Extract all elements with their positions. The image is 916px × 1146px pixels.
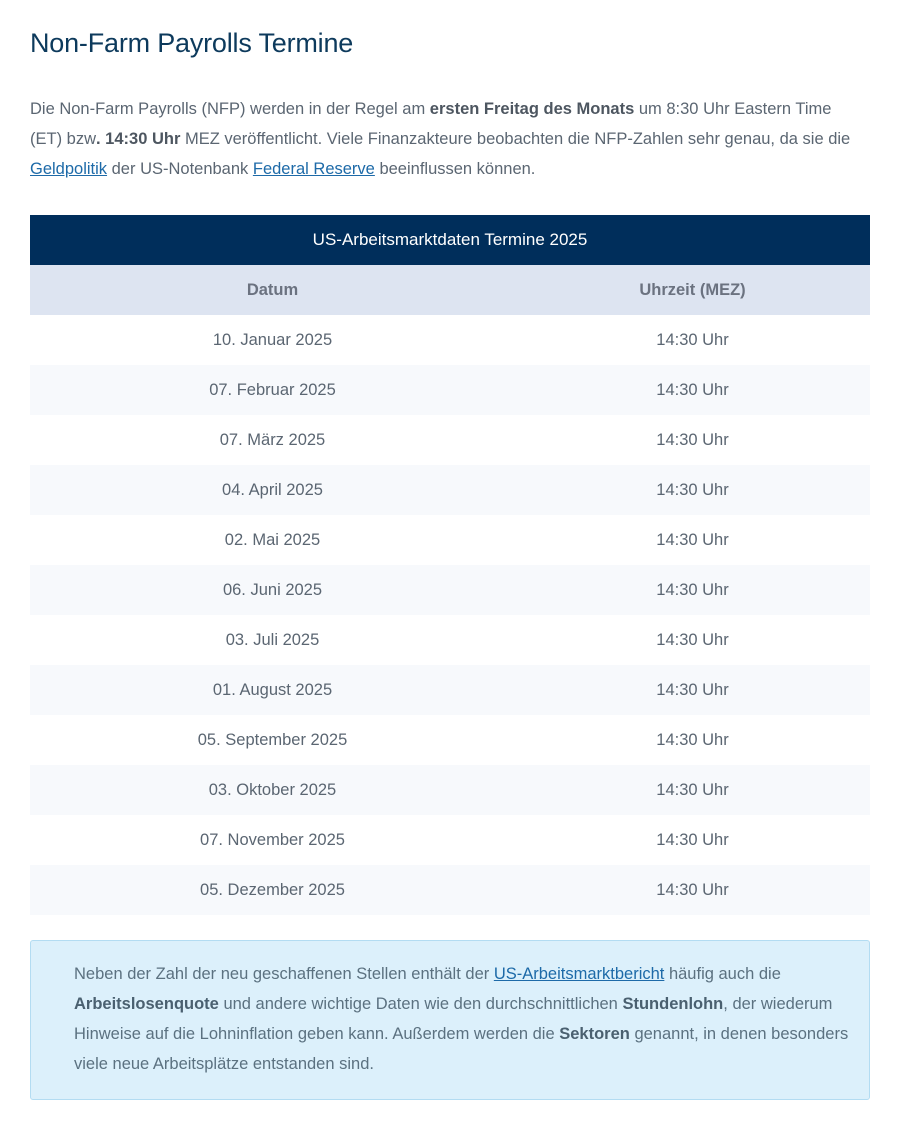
table-row xyxy=(30,315,870,365)
us-arbeitsmarktbericht-link[interactable]: US-Arbeitsmarktbericht xyxy=(493,965,665,983)
date-cell: 07. November 2025 xyxy=(30,815,515,865)
info-bold-arbeitslosenquote: Arbeitslosenquote xyxy=(74,995,219,1013)
intro-text-2: um 8:30 Uhr Eastern Time (ET) bzw xyxy=(30,100,832,148)
date-cell: 03. Oktober 2025 xyxy=(30,765,515,815)
time-cell: 14:30 Uhr xyxy=(515,515,870,565)
table-row xyxy=(30,515,870,565)
intro-text-5: beeinflussen können. xyxy=(374,160,536,178)
info-bold-stundenlohn: Stundenlohn xyxy=(622,995,724,1013)
info-box xyxy=(30,940,870,1100)
federal-reserve-link[interactable]: Federal Reserve xyxy=(252,160,375,178)
time-cell: 14:30 Uhr xyxy=(515,365,870,415)
table-caption: US-Arbeitsmarktdaten Termine 2025 xyxy=(30,215,870,265)
table-row xyxy=(30,865,870,915)
table-row xyxy=(30,765,870,815)
time-cell: 14:30 Uhr xyxy=(515,865,870,915)
intro-paragraph xyxy=(30,94,860,184)
date-cell: 01. August 2025 xyxy=(30,665,515,715)
column-header-time: Uhrzeit (MEZ) xyxy=(515,265,870,315)
table-row xyxy=(30,715,870,765)
table-row xyxy=(30,465,870,515)
date-cell: 04. April 2025 xyxy=(30,465,515,515)
table-row xyxy=(30,565,870,615)
table-header-row xyxy=(30,265,870,315)
date-cell: 06. Juni 2025 xyxy=(30,565,515,615)
info-text-5: genannt, in denen besonders viele neue Arbeitsplätze entstanden sind. xyxy=(74,1025,849,1073)
page-title: Non-Farm Payrolls Termine xyxy=(30,28,354,58)
intro-text-4: der US-Notenbank xyxy=(107,160,253,178)
intro-bold-time: . 14:30 Uhr xyxy=(96,130,181,148)
table-row xyxy=(30,665,870,715)
time-cell: 14:30 Uhr xyxy=(515,715,870,765)
table-caption-row xyxy=(30,215,870,265)
table-row xyxy=(30,615,870,665)
date-cell: 10. Januar 2025 xyxy=(30,315,515,365)
time-cell: 14:30 Uhr xyxy=(515,615,870,665)
geldpolitik-link[interactable]: Geldpolitik xyxy=(30,160,108,178)
time-cell: 14:30 Uhr xyxy=(515,315,870,365)
date-cell: 07. März 2025 xyxy=(30,415,515,465)
info-text-3: und andere wichtige Daten wie den durchschnittlichen xyxy=(218,995,623,1013)
date-cell: 05. Dezember 2025 xyxy=(30,865,515,915)
date-cell: 02. Mai 2025 xyxy=(30,515,515,565)
time-cell: 14:30 Uhr xyxy=(515,765,870,815)
time-cell: 14:30 Uhr xyxy=(515,565,870,615)
info-text-1: Neben der Zahl der neu geschaffenen Stellen enthält der xyxy=(74,965,494,983)
intro-text-1: Die Non-Farm Payrolls (NFP) werden in der Regel am xyxy=(30,100,430,118)
table-row xyxy=(30,365,870,415)
intro-text-3: MEZ veröffentlicht. Viele Finanzakteure beobachten die NFP-Zahlen sehr genau, da sie die xyxy=(180,130,851,148)
info-text-4: , der wiederum Hinweise auf die Lohninflation geben kann. Außerdem werden die xyxy=(74,995,833,1043)
column-header-date: Datum xyxy=(30,265,515,315)
date-cell: 03. Juli 2025 xyxy=(30,615,515,665)
time-cell: 14:30 Uhr xyxy=(515,665,870,715)
table-row xyxy=(30,815,870,865)
info-bold-sektoren: Sektoren xyxy=(559,1025,630,1043)
date-cell: 07. Februar 2025 xyxy=(30,365,515,415)
date-cell: 05. September 2025 xyxy=(30,715,515,765)
time-cell: 14:30 Uhr xyxy=(515,465,870,515)
time-cell: 14:30 Uhr xyxy=(515,815,870,865)
info-text-2: häufig auch die xyxy=(664,965,781,983)
table-row xyxy=(30,415,870,465)
intro-bold-first-friday: ersten Freitag des Monats xyxy=(429,100,635,118)
schedule-table xyxy=(30,215,870,915)
time-cell: 14:30 Uhr xyxy=(515,415,870,465)
